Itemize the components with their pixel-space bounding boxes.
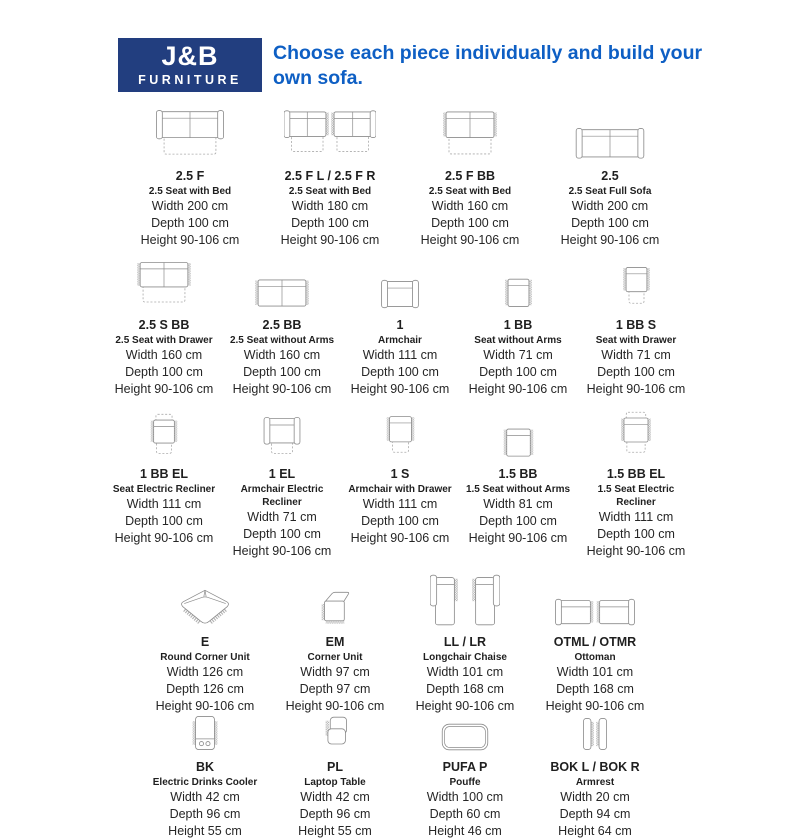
item-height: Height 90-106 cm	[586, 544, 686, 558]
item-width: Width 126 cm	[166, 665, 244, 679]
brand-logo-subtext: FURNITURE	[138, 73, 242, 88]
item-height: Height 90-106 cm	[468, 531, 568, 545]
catalog-item-2-5-bb	[223, 257, 341, 398]
item-depth: Depth 100 cm	[361, 365, 439, 379]
item-depth: Depth 100 cm	[597, 527, 675, 541]
item-description: 1.5 Seat Electric Recliner	[597, 484, 675, 508]
1-bb-sofa-diagram-icon	[504, 257, 533, 309]
item-height: Height 90-106 cm	[415, 699, 515, 713]
catalog-item-1-bb-el	[105, 410, 223, 547]
item-code: 2.5 S BB	[138, 318, 190, 332]
item-width: Width 101 cm	[556, 665, 634, 679]
item-height: Height 55 cm	[298, 824, 372, 838]
item-description: Pouffe	[449, 777, 481, 788]
item-width: Width 111 cm	[362, 497, 438, 511]
catalog-item-1-5-bb	[459, 410, 577, 547]
item-height: Height 90-106 cm	[420, 233, 520, 247]
catalog-item-1-bb-s	[577, 257, 695, 398]
catalog-row-3	[0, 410, 800, 560]
1-5-bb-el-sofa-diagram-icon	[619, 410, 653, 458]
item-depth: Depth 100 cm	[125, 514, 203, 528]
1-sofa-diagram-icon	[381, 257, 419, 309]
2-5-s-bb-sofa-diagram-icon	[136, 257, 192, 309]
item-height: Height 55 cm	[168, 824, 242, 838]
catalog-item-bk	[140, 715, 270, 840]
item-height: Height 64 cm	[558, 824, 632, 838]
item-depth: Depth 96 cm	[169, 807, 241, 821]
item-depth: Depth 100 cm	[243, 365, 321, 379]
item-width: Width 200 cm	[571, 199, 649, 213]
item-height: Height 90-106 cm	[545, 699, 645, 713]
catalog-item-2-5-s-bb	[105, 257, 223, 398]
item-description: Ottoman	[574, 652, 616, 663]
item-description: 2.5 Seat with Bed	[288, 186, 372, 197]
catalog-item-2-5-f-l-2-5-f-r	[260, 104, 400, 249]
brand-logo-text: J&B	[161, 41, 219, 72]
item-description: Seat without Arms	[474, 335, 562, 346]
item-description: 2.5 Seat with Bed	[148, 186, 232, 197]
item-height: Height 90-106 cm	[285, 699, 385, 713]
item-height: Height 46 cm	[428, 824, 502, 838]
catalog-item-2-5-f-bb	[400, 104, 540, 249]
em-sofa-diagram-icon	[318, 570, 352, 626]
item-height: Height 90-106 cm	[114, 531, 214, 545]
item-description: 2.5 Seat with Drawer	[115, 335, 213, 346]
item-code: 1.5 BB EL	[606, 467, 666, 481]
item-depth: Depth 126 cm	[166, 682, 244, 696]
item-width: Width 42 cm	[300, 790, 370, 804]
item-description: 2.5 Seat without Arms	[229, 335, 335, 346]
item-depth: Depth 100 cm	[479, 514, 557, 528]
2-5-f-l-2-5-f-r-sofa-diagram-icon	[284, 104, 376, 160]
item-depth: Depth 100 cm	[479, 365, 557, 379]
item-code: 1 EL	[268, 467, 296, 481]
item-depth: Depth 100 cm	[571, 216, 649, 230]
item-depth: Depth 168 cm	[556, 682, 634, 696]
item-width: Width 71 cm	[247, 510, 317, 524]
item-code: 1 BB	[503, 318, 533, 332]
item-description: Armrest	[575, 777, 615, 788]
item-depth: Depth 94 cm	[559, 807, 631, 821]
bok-l-bok-r-sofa-diagram-icon	[580, 715, 610, 751]
item-code: 2.5 BB	[262, 318, 302, 332]
item-description: Laptop Table	[304, 777, 366, 788]
item-description: Armchair with Drawer	[348, 484, 452, 495]
page-title: Choose each piece individually and build your own sofa.	[273, 42, 703, 89]
ll-lr-sofa-diagram-icon	[430, 570, 500, 626]
item-width: Width 111 cm	[598, 510, 674, 524]
item-width: Width 81 cm	[483, 497, 553, 511]
item-depth: Depth 60 cm	[429, 807, 501, 821]
item-code: E	[200, 635, 210, 649]
item-code: OTML / OTMR	[553, 635, 637, 649]
catalog-item-e	[140, 570, 270, 715]
item-description: Corner Unit	[307, 652, 363, 663]
item-code: 2.5 F	[175, 169, 205, 183]
pufa-p-sofa-diagram-icon	[441, 715, 489, 751]
item-depth: Depth 100 cm	[597, 365, 675, 379]
1-el-sofa-diagram-icon	[263, 410, 301, 458]
item-description: Longchair Chaise	[423, 652, 507, 663]
item-depth: Depth 100 cm	[151, 216, 229, 230]
item-height: Height 90-106 cm	[280, 233, 380, 247]
item-code: 2.5 F L / 2.5 F R	[284, 169, 376, 183]
item-width: Width 71 cm	[483, 348, 553, 362]
catalog-row-2	[0, 257, 800, 398]
header	[0, 0, 800, 100]
item-depth: Depth 100 cm	[125, 365, 203, 379]
2-5-sofa-diagram-icon	[575, 104, 645, 160]
item-code: EM	[325, 635, 345, 649]
item-height: Height 90-106 cm	[350, 531, 450, 545]
catalog-item-otml-otmr	[530, 570, 660, 715]
catalog-row-4	[0, 570, 800, 715]
1-5-bb-sofa-diagram-icon	[502, 410, 535, 458]
item-code: 1.5 BB	[498, 467, 538, 481]
item-description: 2.5 Seat Full Sofa	[568, 186, 652, 197]
otml-otmr-sofa-diagram-icon	[555, 570, 635, 626]
catalog-item-pufa-p	[400, 715, 530, 840]
item-code: PUFA P	[442, 760, 488, 774]
pl-sofa-diagram-icon	[322, 715, 349, 751]
item-code: BK	[195, 760, 215, 774]
item-description: Seat Electric Recliner	[112, 484, 216, 495]
item-description: 1.5 Seat without Arms	[465, 484, 571, 495]
item-depth: Depth 100 cm	[361, 514, 439, 528]
2-5-f-sofa-diagram-icon	[155, 104, 225, 160]
item-width: Width 111 cm	[362, 348, 438, 362]
item-description: Electric Drinks Cooler	[152, 777, 258, 788]
catalog-item-1-s	[341, 410, 459, 547]
item-depth: Depth 100 cm	[431, 216, 509, 230]
item-code: 1 BB S	[615, 318, 657, 332]
item-code: 1 BB EL	[140, 467, 188, 481]
item-code: LL / LR	[443, 635, 487, 649]
item-width: Width 200 cm	[151, 199, 229, 213]
item-height: Height 90-106 cm	[232, 382, 332, 396]
catalog-row-5	[0, 715, 800, 840]
item-description: Armchair	[378, 335, 422, 346]
item-code: BOK L / BOK R	[550, 760, 640, 774]
item-width: Width 180 cm	[291, 199, 369, 213]
item-code: 1 S	[390, 467, 410, 481]
item-depth: Depth 97 cm	[299, 682, 371, 696]
item-depth: Depth 96 cm	[299, 807, 371, 821]
catalog-item-2-5-f	[120, 104, 260, 249]
item-width: Width 160 cm	[431, 199, 509, 213]
catalog-item-1-el	[223, 410, 341, 560]
item-height: Height 90-106 cm	[468, 382, 568, 396]
item-width: Width 20 cm	[560, 790, 630, 804]
catalog-item-bok-l-bok-r	[530, 715, 660, 840]
catalog-item-1-5-bb-el	[577, 410, 695, 560]
item-height: Height 90-106 cm	[586, 382, 686, 396]
item-width: Width 101 cm	[426, 665, 504, 679]
e-sofa-diagram-icon	[176, 570, 234, 626]
item-height: Height 90-106 cm	[350, 382, 450, 396]
item-width: Width 111 cm	[126, 497, 202, 511]
item-code: 2.5 F BB	[444, 169, 495, 183]
item-width: Width 71 cm	[601, 348, 671, 362]
1-bb-s-sofa-diagram-icon	[622, 257, 651, 309]
catalog-row-1	[0, 104, 800, 249]
catalog-item-em	[270, 570, 400, 715]
catalog-item-1	[341, 257, 459, 398]
brand-logo	[118, 38, 262, 92]
catalog-item-ll-lr	[400, 570, 530, 715]
1-s-sofa-diagram-icon	[385, 410, 416, 458]
catalog-item-2-5	[540, 104, 680, 249]
bk-sofa-diagram-icon	[192, 715, 218, 751]
item-height: Height 90-106 cm	[114, 382, 214, 396]
item-description: 2.5 Seat with Bed	[428, 186, 512, 197]
1-bb-el-sofa-diagram-icon	[149, 410, 179, 458]
item-depth: Depth 168 cm	[426, 682, 504, 696]
item-code: 1	[396, 318, 404, 332]
2-5-bb-sofa-diagram-icon	[254, 257, 310, 309]
item-width: Width 97 cm	[300, 665, 370, 679]
item-height: Height 90-106 cm	[155, 699, 255, 713]
catalog-item-pl	[270, 715, 400, 840]
item-width: Width 160 cm	[125, 348, 203, 362]
catalog-item-1-bb	[459, 257, 577, 398]
item-width: Width 100 cm	[426, 790, 504, 804]
item-description: Round Corner Unit	[160, 652, 250, 663]
item-depth: Depth 100 cm	[243, 527, 321, 541]
item-code: 2.5	[601, 169, 619, 183]
item-description: Armchair Electric Recliner	[240, 484, 324, 508]
item-width: Width 42 cm	[170, 790, 240, 804]
item-height: Height 90-106 cm	[560, 233, 660, 247]
2-5-f-bb-sofa-diagram-icon	[442, 104, 498, 160]
item-description: Seat with Drawer	[595, 335, 677, 346]
item-width: Width 160 cm	[243, 348, 321, 362]
item-height: Height 90-106 cm	[232, 544, 332, 558]
item-code: PL	[327, 760, 343, 774]
item-height: Height 90-106 cm	[140, 233, 240, 247]
item-depth: Depth 100 cm	[291, 216, 369, 230]
